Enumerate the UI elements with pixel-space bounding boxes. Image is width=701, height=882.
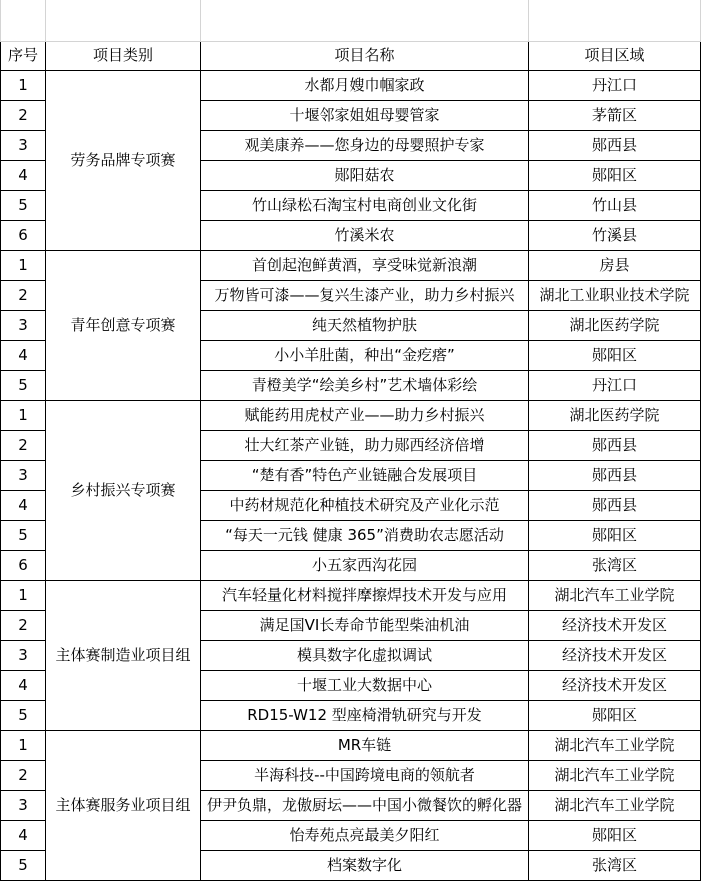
project-name-cell[interactable]: RD15-W12 型座椅滑轨研究与开发 [201,700,529,730]
region-cell[interactable]: 湖北医药学院 [529,310,701,340]
region-cell[interactable]: 湖北医药学院 [529,400,701,430]
seq-cell[interactable]: 3 [1,790,46,820]
header-category[interactable]: 项目类别 [46,41,201,70]
project-name-cell[interactable]: 赋能药用虎杖产业——助力乡村振兴 [201,400,529,430]
project-name-cell[interactable]: “每天一元钱 健康 365”消费助农志愿活动 [201,520,529,550]
project-name-cell[interactable]: 郧阳菇农 [201,160,529,190]
blank-cell[interactable] [1,0,46,41]
region-cell[interactable]: 张湾区 [529,850,701,880]
seq-cell[interactable]: 1 [1,70,46,100]
seq-cell[interactable]: 1 [1,730,46,760]
project-name-cell[interactable]: 青橙美学“绘美乡村”艺术墙体彩绘 [201,370,529,400]
project-name-cell[interactable]: 满足国VI长寿命节能型柴油机油 [201,610,529,640]
region-cell[interactable]: 茅箭区 [529,100,701,130]
region-cell[interactable]: 郧阳区 [529,820,701,850]
seq-cell[interactable]: 2 [1,100,46,130]
seq-cell[interactable]: 4 [1,670,46,700]
project-name-cell[interactable]: 壮大红茶产业链，助力郧西经济倍增 [201,430,529,460]
project-name-cell[interactable]: 竹山绿松石淘宝村电商创业文化街 [201,190,529,220]
seq-cell[interactable]: 2 [1,430,46,460]
project-name-cell[interactable]: 万物皆可漆——复兴生漆产业，助力乡村振兴 [201,280,529,310]
seq-cell[interactable]: 5 [1,370,46,400]
seq-cell[interactable]: 2 [1,760,46,790]
category-cell[interactable]: 劳务品牌专项赛 [46,70,201,250]
seq-cell[interactable]: 2 [1,610,46,640]
category-cell[interactable]: 主体赛服务业项目组 [46,730,201,880]
blank-cell[interactable] [201,0,529,41]
category-cell[interactable]: 乡村振兴专项赛 [46,400,201,580]
region-cell[interactable]: 经济技术开发区 [529,670,701,700]
seq-cell[interactable]: 3 [1,640,46,670]
region-cell[interactable]: 房县 [529,250,701,280]
blank-row [1,0,701,41]
region-cell[interactable]: 湖北汽车工业学院 [529,760,701,790]
region-cell[interactable]: 湖北汽车工业学院 [529,730,701,760]
region-cell[interactable]: 郧西县 [529,490,701,520]
project-name-cell[interactable]: 十堰邻家姐姐母婴管家 [201,100,529,130]
project-name-cell[interactable]: 怡寿苑点亮最美夕阳红 [201,820,529,850]
region-cell[interactable]: 郧西县 [529,130,701,160]
table-row [1,730,701,760]
region-cell[interactable]: 郧西县 [529,460,701,490]
region-cell[interactable]: 张湾区 [529,550,701,580]
project-name-cell[interactable]: 竹溪米农 [201,220,529,250]
project-name-cell[interactable]: 小小羊肚菌，种出“金疙瘩” [201,340,529,370]
region-cell[interactable]: 郧阳区 [529,340,701,370]
seq-cell[interactable]: 4 [1,820,46,850]
table-row [1,580,701,610]
region-cell[interactable]: 郧阳区 [529,520,701,550]
seq-cell[interactable]: 5 [1,700,46,730]
project-name-cell[interactable]: 半海科技--中国跨境电商的领航者 [201,760,529,790]
project-name-cell[interactable]: 水都月嫂巾帼家政 [201,70,529,100]
seq-cell[interactable]: 3 [1,130,46,160]
project-name-cell[interactable]: 纯天然植物护肤 [201,310,529,340]
project-name-cell[interactable]: MR车链 [201,730,529,760]
project-name-cell[interactable]: 首创起泡鲜黄酒，享受味觉新浪潮 [201,250,529,280]
region-cell[interactable]: 郧阳区 [529,700,701,730]
project-name-cell[interactable]: 模具数字化虚拟调试 [201,640,529,670]
seq-cell[interactable]: 5 [1,190,46,220]
seq-cell[interactable]: 3 [1,460,46,490]
project-name-cell[interactable]: 伊尹负鼎，龙傲厨坛——中国小微餐饮的孵化器 [201,790,529,820]
seq-cell[interactable]: 4 [1,340,46,370]
region-cell[interactable]: 丹江口 [529,70,701,100]
seq-cell[interactable]: 1 [1,250,46,280]
category-cell[interactable]: 青年创意专项赛 [46,250,201,400]
region-cell[interactable]: 经济技术开发区 [529,640,701,670]
seq-cell[interactable]: 1 [1,580,46,610]
header-seq[interactable]: 序号 [1,41,46,70]
region-cell[interactable]: 湖北工业职业技术学院 [529,280,701,310]
region-cell[interactable]: 郧西县 [529,430,701,460]
blank-cell[interactable] [46,0,201,41]
seq-cell[interactable]: 3 [1,310,46,340]
region-cell[interactable]: 湖北汽车工业学院 [529,580,701,610]
region-cell[interactable]: 经济技术开发区 [529,610,701,640]
seq-cell[interactable]: 5 [1,520,46,550]
header-region[interactable]: 项目区域 [529,41,701,70]
seq-cell[interactable]: 2 [1,280,46,310]
project-name-cell[interactable]: 档案数字化 [201,850,529,880]
region-cell[interactable]: 丹江口 [529,370,701,400]
table-row [1,70,701,100]
region-cell[interactable]: 竹山县 [529,190,701,220]
table-row [1,250,701,280]
project-name-cell[interactable]: 汽车轻量化材料搅拌摩擦焊技术开发与应用 [201,580,529,610]
seq-cell[interactable]: 6 [1,220,46,250]
seq-cell[interactable]: 6 [1,550,46,580]
header-name[interactable]: 项目名称 [201,41,529,70]
seq-cell[interactable]: 4 [1,490,46,520]
seq-cell[interactable]: 4 [1,160,46,190]
seq-cell[interactable]: 1 [1,400,46,430]
region-cell[interactable]: 竹溪县 [529,220,701,250]
seq-cell[interactable]: 5 [1,850,46,880]
region-cell[interactable]: 湖北汽车工业学院 [529,790,701,820]
project-name-cell[interactable]: 小五家西沟花园 [201,550,529,580]
region-cell[interactable]: 郧阳区 [529,160,701,190]
project-name-cell[interactable]: “楚有香”特色产业链融合发展项目 [201,460,529,490]
category-cell[interactable]: 主体赛制造业项目组 [46,580,201,730]
header-row [1,41,701,70]
project-name-cell[interactable]: 十堰工业大数据中心 [201,670,529,700]
blank-cell[interactable] [529,0,701,41]
table-row [1,400,701,430]
project-name-cell[interactable]: 中药材规范化种植技术研究及产业化示范 [201,490,529,520]
project-name-cell[interactable]: 观美康养——您身边的母婴照护专家 [201,130,529,160]
